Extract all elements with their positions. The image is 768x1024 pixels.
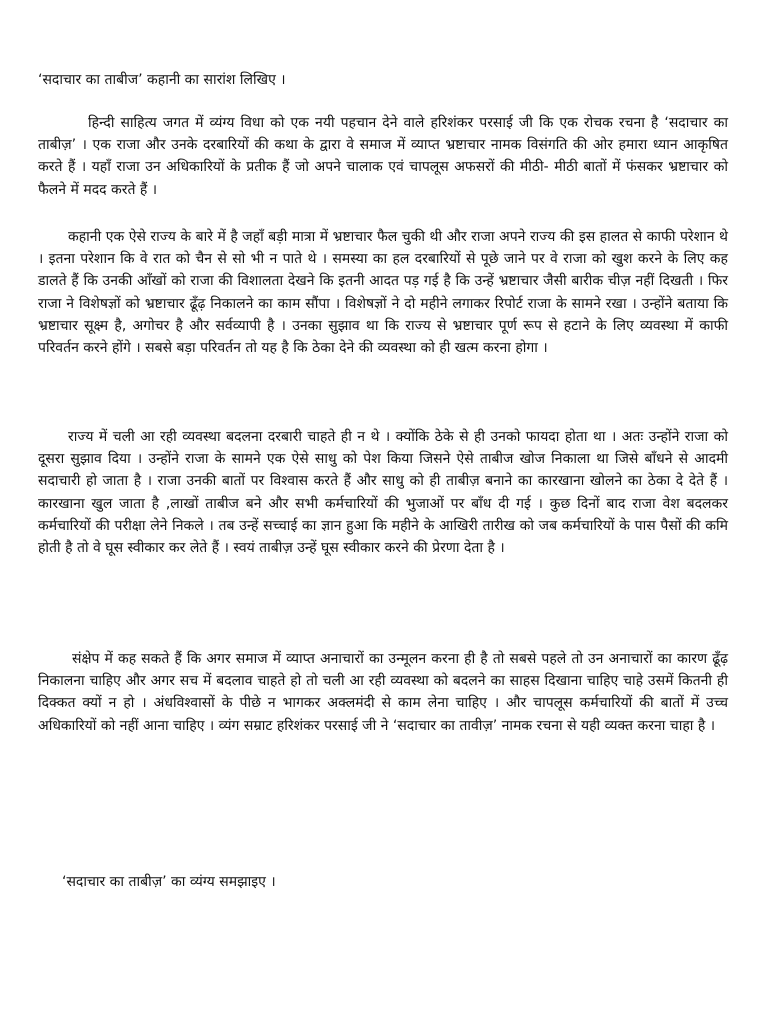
question-2-heading: ‘सदाचार का ताबीज़’ का व्यंग्य समझाइए । <box>62 874 276 890</box>
paragraph-story-part-2: राज्य में चली आ रही व्यवस्था बदलना दरबारी चाहते ही न थे । क्योंकि ठेके से ही उनको फायदा होता था । अतः उन्होंने राजा को दूसरा सुझाव दिया । उन्होंने राजा के सामने एक ऐसे साधु को पेश किया जिसने ऐसे ताबीज खोज निकाला था जिसे बाँधने से आदमी सदाचारी हो जाता है । राजा उनकी बातों पर विश्वास करते हैं और साधु को ही ताबीज़ बनाने का कारखाना खोलने का ठेका दे देते हैं । कारखाना खुल जाता है ,लाखों ताबीज बने और सभी कर्मचारियों की भुजाओं पर बाँध दी गई । कुछ दिनों बाद राजा वेश बदलकर कर्मचारियों की परीक्षा लेने निकले । तब उन्हें सच्चाई का ज्ञान हुआ कि महीने के आखिरी तारीख को जब कर्मचारियों के पास पैसों की कमि होती है तो वे घूस स्वीकार कर लेते हैं । स्वयं ताबीज़ उन्हें घूस स्वीकार करने की प्रेरणा देता है । <box>38 429 728 557</box>
paragraph-conclusion: संक्षेप में कह सकते हैं कि अगर समाज में व्याप्त अनाचारों का उन्मूलन करना ही है तो सबसे पहले तो उन अनाचारों का कारण ढूँढ़ निकालना चाहिए और अगर सच में बदलाव चाहते हो तो चली आ रही व्यवस्था को बदलने का साहस दिखाना चाहिए चाहे उसमें कितनी ही दिक्कत क्यों न हो । अंधविश्वासों के पीछे न भागकर अक्लमंदी से काम लेना चाहिए । और चापलूस कर्मचारियों की बातों में उच्च अधिकारियों को नहीं आना चाहिए । व्यंग सम्राट हरिशंकर परसाई जी ने ‘सदाचार का तावीज़’ नामक रचना से यही व्यक्त करना चाहा है । <box>38 651 728 734</box>
paragraph-story-part-1: कहानी एक ऐसे राज्य के बारे में है जहाँ बड़ी मात्रा में भ्रष्टाचार फैल चुकी थी और राजा अपने राज्य की इस हालत से काफी परेशान थे । इतना परेशान कि वे रात को चैन से सो भी न पाते थे । समस्या का हल दरबारियों से पूछे जाने पर वे राजा को खुश करने के लिए कह डालते हैं कि उनकी आँखों को राजा की विशालता देखने कि इतनी आदत पड़ गई है कि उन्हें भ्रष्टाचार जैसी बारीक चीज़ नहीं दिखती । फिर राजा ने विशेषज्ञों को भ्रष्टाचार ढूँढ़ निकालने का काम सौंपा । विशेषज्ञों ने दो महीने लगाकर रिपोर्ट राजा के सामने रखा । उन्होंने बताया कि भ्रष्टाचार सूक्ष्म है, अगोचर है और सर्वव्यापी है । उनका सुझाव था कि राज्य से भ्रष्टाचार पूर्ण रूप से हटाने के लिए व्यवस्था में काफी परिवर्तन करने होंगे । सबसे बड़ा परिवर्तन तो यह है कि ठेका देने की व्यवस्था को ही खत्म करना होगा । <box>38 229 728 357</box>
question-1-heading: ‘सदाचार का ताबीज’ कहानी का सारांश लिखिए । <box>38 72 286 88</box>
paragraph-introduction: हिन्दी साहित्य जगत में व्यंग्य विधा को एक नयी पहचान देने वाले हरिशंकर परसाई जी कि एक रोचक रचना है ‘सदाचार का ताबीज़’ । एक राजा और उनके दरबारियों की कथा के द्वारा वे समाज में व्याप्त भ्रष्टाचार नामक विसंगति की ओर हमारा ध्यान आकृषित करते हैं । यहाँ राजा उन अधिकारियों के प्रतीक हैं जो अपने चालाक एवं चापलूस अफसरों की मीठी- मीठी बातों में फंसकर भ्रष्टाचार को फैलने में मदद करते हैं । <box>38 115 728 198</box>
